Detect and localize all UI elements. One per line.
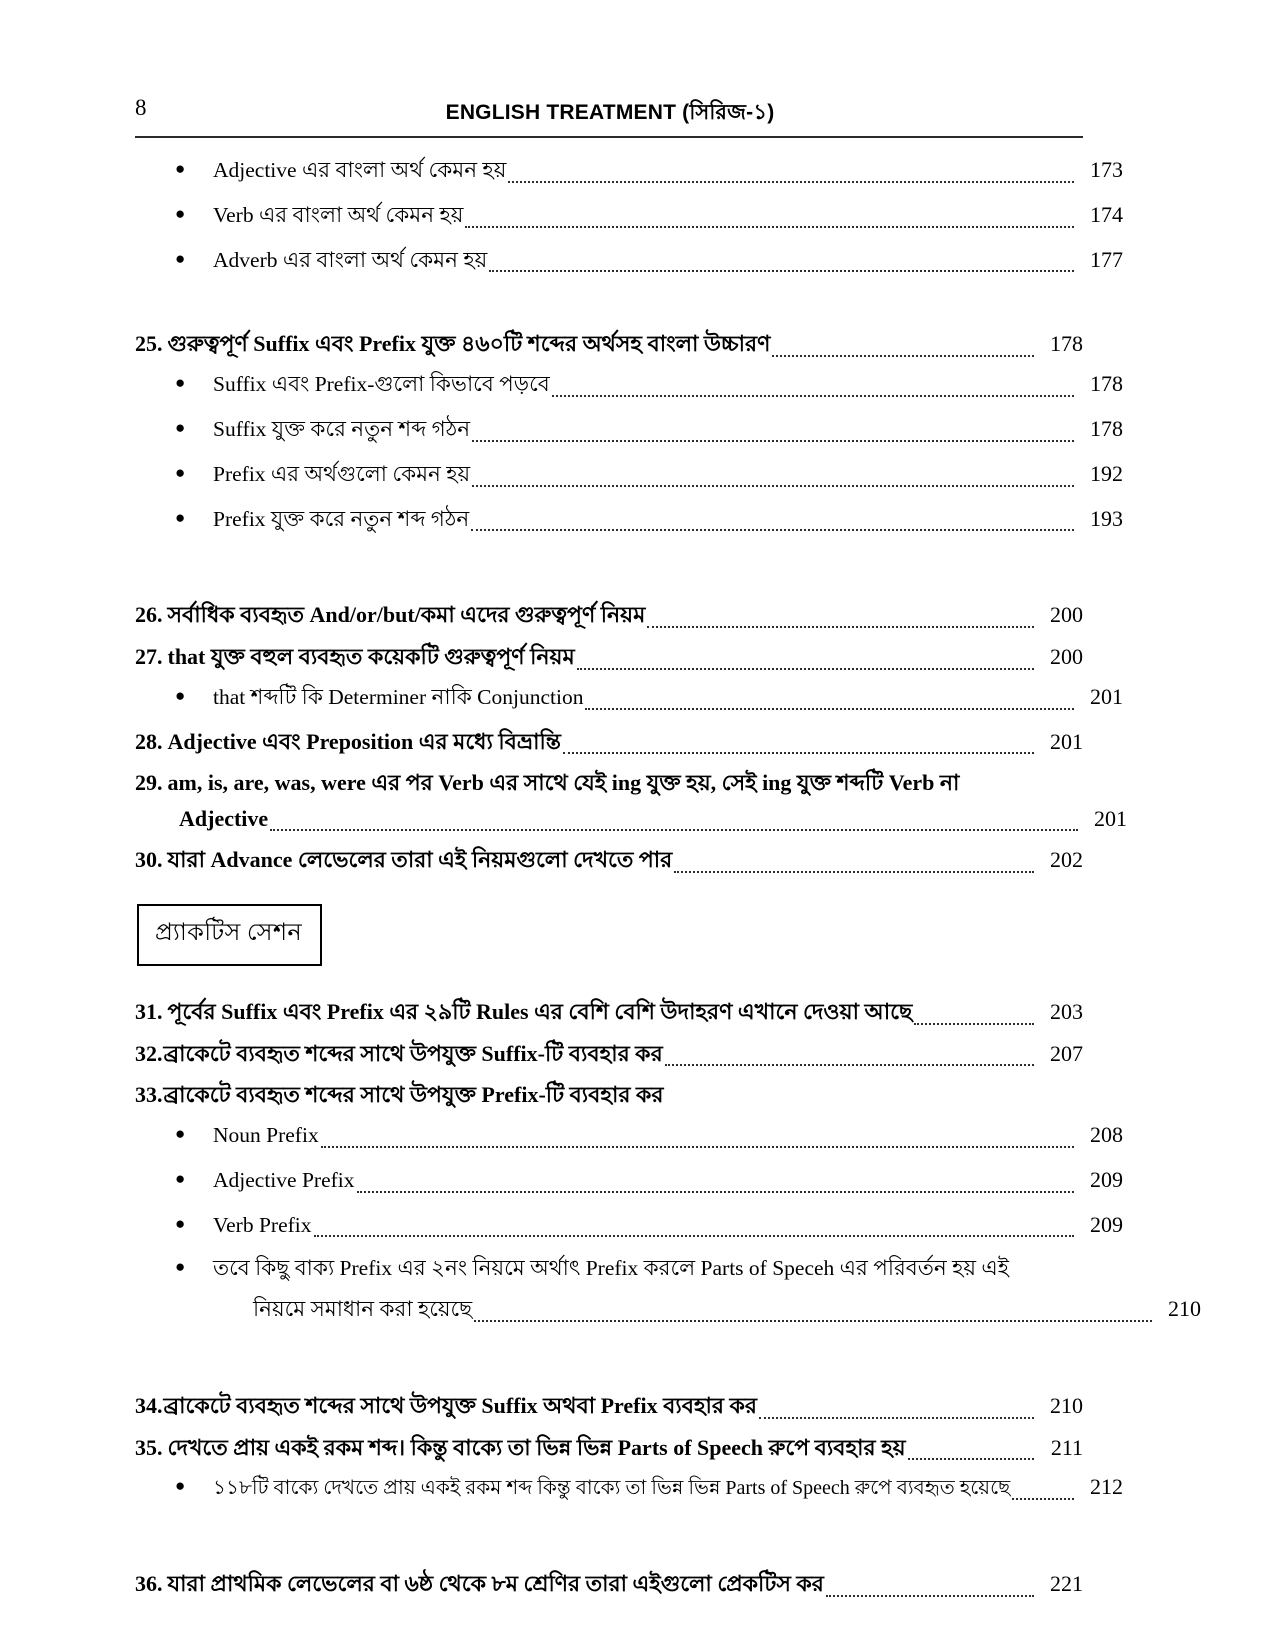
toc-page-number: 193 xyxy=(1090,505,1123,531)
toc-page-number: 178 xyxy=(1050,331,1083,357)
toc-entry[interactable] xyxy=(135,1162,1123,1198)
toc-entry-25[interactable] xyxy=(135,326,1083,362)
toc-entry-number: 36. xyxy=(135,1570,163,1596)
toc-entry-label: that শব্দটি কি Determiner নাকি Conjunction xyxy=(213,684,584,709)
bullet-icon xyxy=(175,1258,213,1275)
dot-leader xyxy=(759,1417,1034,1419)
toc-entry-29-continuation[interactable] xyxy=(135,801,1127,837)
dot-leader xyxy=(314,1235,1074,1237)
dot-leader xyxy=(508,181,1074,183)
toc-page-number: 178 xyxy=(1090,371,1123,397)
toc-entry[interactable] xyxy=(135,152,1123,188)
toc-entry[interactable] xyxy=(135,1251,1123,1286)
toc-page-number: 221 xyxy=(1050,1570,1083,1596)
toc-entry-number: 28. xyxy=(135,728,163,754)
bullet-icon xyxy=(175,1477,213,1494)
page-header xyxy=(135,96,1085,132)
toc-page-number: 210 xyxy=(1168,1296,1201,1322)
toc-entry-label: ব্রাকেটে ব্যবহৃত শব্দের সাথে উপযুক্ত Prefix-টি ব্যবহার কর xyxy=(163,1082,664,1108)
dot-leader xyxy=(472,485,1074,487)
dot-leader xyxy=(563,752,1034,754)
dot-leader xyxy=(908,1458,1034,1460)
toc-page-number: 201 xyxy=(1094,805,1127,831)
book-title: ENGLISH TREATMENT (সিরিজ-১) xyxy=(445,101,775,124)
toc-entry-label: Suffix এবং Prefix-গুলো কিভাবে পড়বে xyxy=(213,372,550,397)
toc-entry-26[interactable] xyxy=(135,597,1083,633)
toc-entry-number: 32. xyxy=(135,1040,163,1066)
toc-page-number: 173 xyxy=(1090,157,1123,182)
toc-entry-number: 26. xyxy=(135,602,163,628)
toc-page-number: 192 xyxy=(1090,460,1123,486)
toc-entry-number: 29. xyxy=(135,770,163,796)
spacer xyxy=(135,286,1083,320)
bullet-icon xyxy=(175,1170,213,1187)
toc-entry-label: ব্রাকেটে ব্যবহৃত শব্দের সাথে উপযুক্ত Suffix অথবা Prefix ব্যবহার কর xyxy=(163,1393,758,1419)
practice-session-heading-wrap xyxy=(137,904,1083,966)
bullet-icon xyxy=(175,509,213,526)
dot-leader xyxy=(914,1023,1034,1025)
toc-page-number: 201 xyxy=(1090,683,1123,709)
toc-entry-number: 34. xyxy=(135,1393,163,1419)
dot-leader xyxy=(465,226,1074,228)
toc-entry-label: Adverb এর বাংলা অর্থ কেমন হয় xyxy=(213,247,488,272)
toc-entry-number: 25. xyxy=(135,331,163,357)
bullet-icon xyxy=(175,250,213,267)
toc-entry-label: দেখতে প্রায় একই রকম শব্দ। কিন্তু বাক্যে তা ভিন্ন ভিন্ন Parts of Speech রুপে ব্যবহার হয় xyxy=(167,1434,906,1460)
toc-page-number: 174 xyxy=(1090,201,1123,227)
dot-leader xyxy=(674,871,1034,873)
toc-page-number: 210 xyxy=(1050,1393,1083,1419)
dot-leader xyxy=(321,1146,1074,1148)
toc-page-number: 202 xyxy=(1050,847,1083,873)
toc-entry-33[interactable] xyxy=(135,1077,1083,1113)
dot-leader xyxy=(1012,1498,1074,1500)
toc-entry-label-line2: নিয়মে সমাধান করা হয়েছে xyxy=(253,1297,473,1322)
toc-page-number: 200 xyxy=(1050,644,1083,670)
toc-entry-label: Prefix এর অর্থগুলো কেমন হয় xyxy=(213,461,471,486)
toc-entry-label: Prefix যুক্ত করে নতুন শব্দ গঠন xyxy=(213,506,470,531)
toc-entry-label: ব্রাকেটে ব্যবহৃত শব্দের সাথে উপযুক্ত Suffix-টি ব্যবহার কর xyxy=(163,1040,663,1066)
toc-entry[interactable] xyxy=(135,411,1123,447)
toc-entry-label: সর্বাধিক ব্যবহৃত And/or/but/কমা এদের গুরুত্বপূর্ণ নিয়ম xyxy=(167,602,646,628)
toc-entry-number: 27. xyxy=(135,644,163,670)
toc-entry-label: ১১৮টি বাক্যে দেখতে প্রায় একই রকম শব্দ কিন্তু বাক্যে তা ভিন্ন ভিন্ন Parts of Speech রুপে ব্যবহৃত হয়েছে xyxy=(213,1477,1011,1500)
toc-page-number: 200 xyxy=(1050,602,1083,628)
toc-page-number: 177 xyxy=(1090,246,1123,272)
toc-entry-label-line2: Adjective xyxy=(179,805,269,831)
toc-entry-34[interactable] xyxy=(135,1388,1083,1424)
toc-list xyxy=(135,152,1201,1602)
toc-entry[interactable] xyxy=(135,197,1123,233)
toc-page-number: 211 xyxy=(1050,1434,1083,1460)
dot-leader xyxy=(577,668,1034,670)
bullet-icon xyxy=(175,1125,213,1142)
dot-leader xyxy=(647,626,1034,628)
bullet-icon xyxy=(175,374,213,391)
toc-entry-number: 30. xyxy=(135,847,163,873)
bullet-icon xyxy=(175,687,213,704)
spacer xyxy=(135,1336,1083,1382)
toc-page-number: 201 xyxy=(1050,728,1083,754)
dot-leader xyxy=(270,829,1078,831)
dot-leader xyxy=(489,270,1074,272)
toc-page-number: 178 xyxy=(1090,415,1123,441)
toc-page-number: 209 xyxy=(1090,1166,1123,1192)
bullet-icon xyxy=(175,160,213,177)
toc-entry-30[interactable] xyxy=(135,842,1083,878)
dot-leader xyxy=(665,1064,1034,1066)
toc-entry[interactable] xyxy=(135,456,1123,492)
toc-entry-label: Adjective এবং Preposition এর মধ্যে বিভ্রান্তি xyxy=(167,728,561,754)
toc-entry-label: যারা প্রাথমিক লেভেলের বা ৬ষ্ঠ থেকে ৮ম শ্রেণির তারা এইগুলো প্রেকটিস কর xyxy=(167,1570,824,1596)
toc-entry-label: that যুক্ত বহুল ব্যবহৃত কয়েকটি গুরুত্বপূর্ণ নিয়ম xyxy=(167,644,575,670)
page-folio: 8 xyxy=(135,95,147,120)
toc-page-number: 203 xyxy=(1050,999,1083,1024)
toc-page-number: 209 xyxy=(1090,1211,1123,1237)
toc-page-number: 208 xyxy=(1090,1121,1123,1147)
toc-entry-label: তবে কিছু বাক্য Prefix এর ২নং নিয়মে অর্থাৎ Prefix করলে Parts of Speceh এর পরিবর্তন হয় এই xyxy=(213,1256,1009,1281)
toc-entry[interactable] xyxy=(135,366,1123,402)
toc-entry[interactable] xyxy=(135,1117,1123,1153)
toc-entry-32[interactable] xyxy=(135,1036,1083,1072)
practice-session-heading: প্র্যাকটিস সেশন xyxy=(137,904,322,966)
dot-leader xyxy=(826,1595,1034,1597)
toc-entry-35[interactable] xyxy=(135,1430,1083,1466)
toc-page-number: 207 xyxy=(1050,1040,1083,1066)
bullet-icon xyxy=(175,464,213,481)
toc-entry-label: Noun Prefix xyxy=(213,1122,319,1147)
dot-leader xyxy=(357,1191,1075,1193)
toc-entry-label: Adjective এর বাংলা অর্থ কেমন হয় xyxy=(213,158,507,182)
toc-entry-number: 35. xyxy=(135,1434,163,1460)
toc-entry-27[interactable] xyxy=(135,639,1083,675)
toc-entry-label: Suffix যুক্ত করে নতুন শব্দ গঠন xyxy=(213,416,471,441)
toc-entry[interactable] xyxy=(135,1207,1123,1243)
toc-entry-continuation[interactable] xyxy=(135,1291,1201,1327)
dot-leader xyxy=(471,529,1074,531)
toc-entry-36[interactable] xyxy=(135,1566,1083,1602)
toc-page-number: 212 xyxy=(1090,1474,1123,1500)
toc-entry-31[interactable] xyxy=(135,994,1083,1030)
dot-leader xyxy=(585,708,1074,710)
toc-entry-label: Adjective Prefix xyxy=(213,1167,355,1192)
dot-leader xyxy=(772,355,1034,357)
toc-entry-label: যারা Advance লেভেলের তারা এই নিয়মগুলো দেখতে পার xyxy=(167,847,673,873)
toc-entry-label: am, is, are, was, were এর পর Verb এর সাথে যেই ing যুক্ত হয়, সেই ing যুক্ত শব্দটি Verb না xyxy=(167,770,960,796)
toc-entry[interactable] xyxy=(135,501,1123,537)
dot-leader xyxy=(552,395,1074,397)
toc-entry-label: গুরুত্বপূর্ণ Suffix এবং Prefix যুক্ত ৪৬০টি শব্দের অর্থসহ বাংলা উচ্চারণ xyxy=(167,331,771,357)
toc-entry[interactable] xyxy=(135,1469,1123,1505)
header-divider xyxy=(135,136,1083,138)
toc-entry[interactable] xyxy=(135,679,1123,715)
toc-entry-28[interactable] xyxy=(135,724,1083,760)
toc-entry-label: Verb Prefix xyxy=(213,1212,312,1237)
toc-entry-29[interactable] xyxy=(135,765,1083,801)
toc-entry-number: 33. xyxy=(135,1082,163,1108)
bullet-icon xyxy=(175,205,213,222)
spacer xyxy=(135,545,1083,591)
toc-entry[interactable] xyxy=(135,242,1123,278)
bullet-icon xyxy=(175,419,213,436)
toc-entry-number: 31. xyxy=(135,999,163,1024)
bullet-icon xyxy=(175,1215,213,1232)
toc-entry-label: পূর্বের Suffix এবং Prefix এর ২৯টি Rules এর বেশি বেশি উদাহরণ এখানে দেওয়া আছে xyxy=(167,999,913,1024)
toc-entry-label: Verb এর বাংলা অর্থ কেমন হয় xyxy=(213,202,464,227)
dot-leader xyxy=(472,440,1074,442)
spacer xyxy=(135,1514,1083,1560)
dot-leader xyxy=(474,1320,1152,1322)
